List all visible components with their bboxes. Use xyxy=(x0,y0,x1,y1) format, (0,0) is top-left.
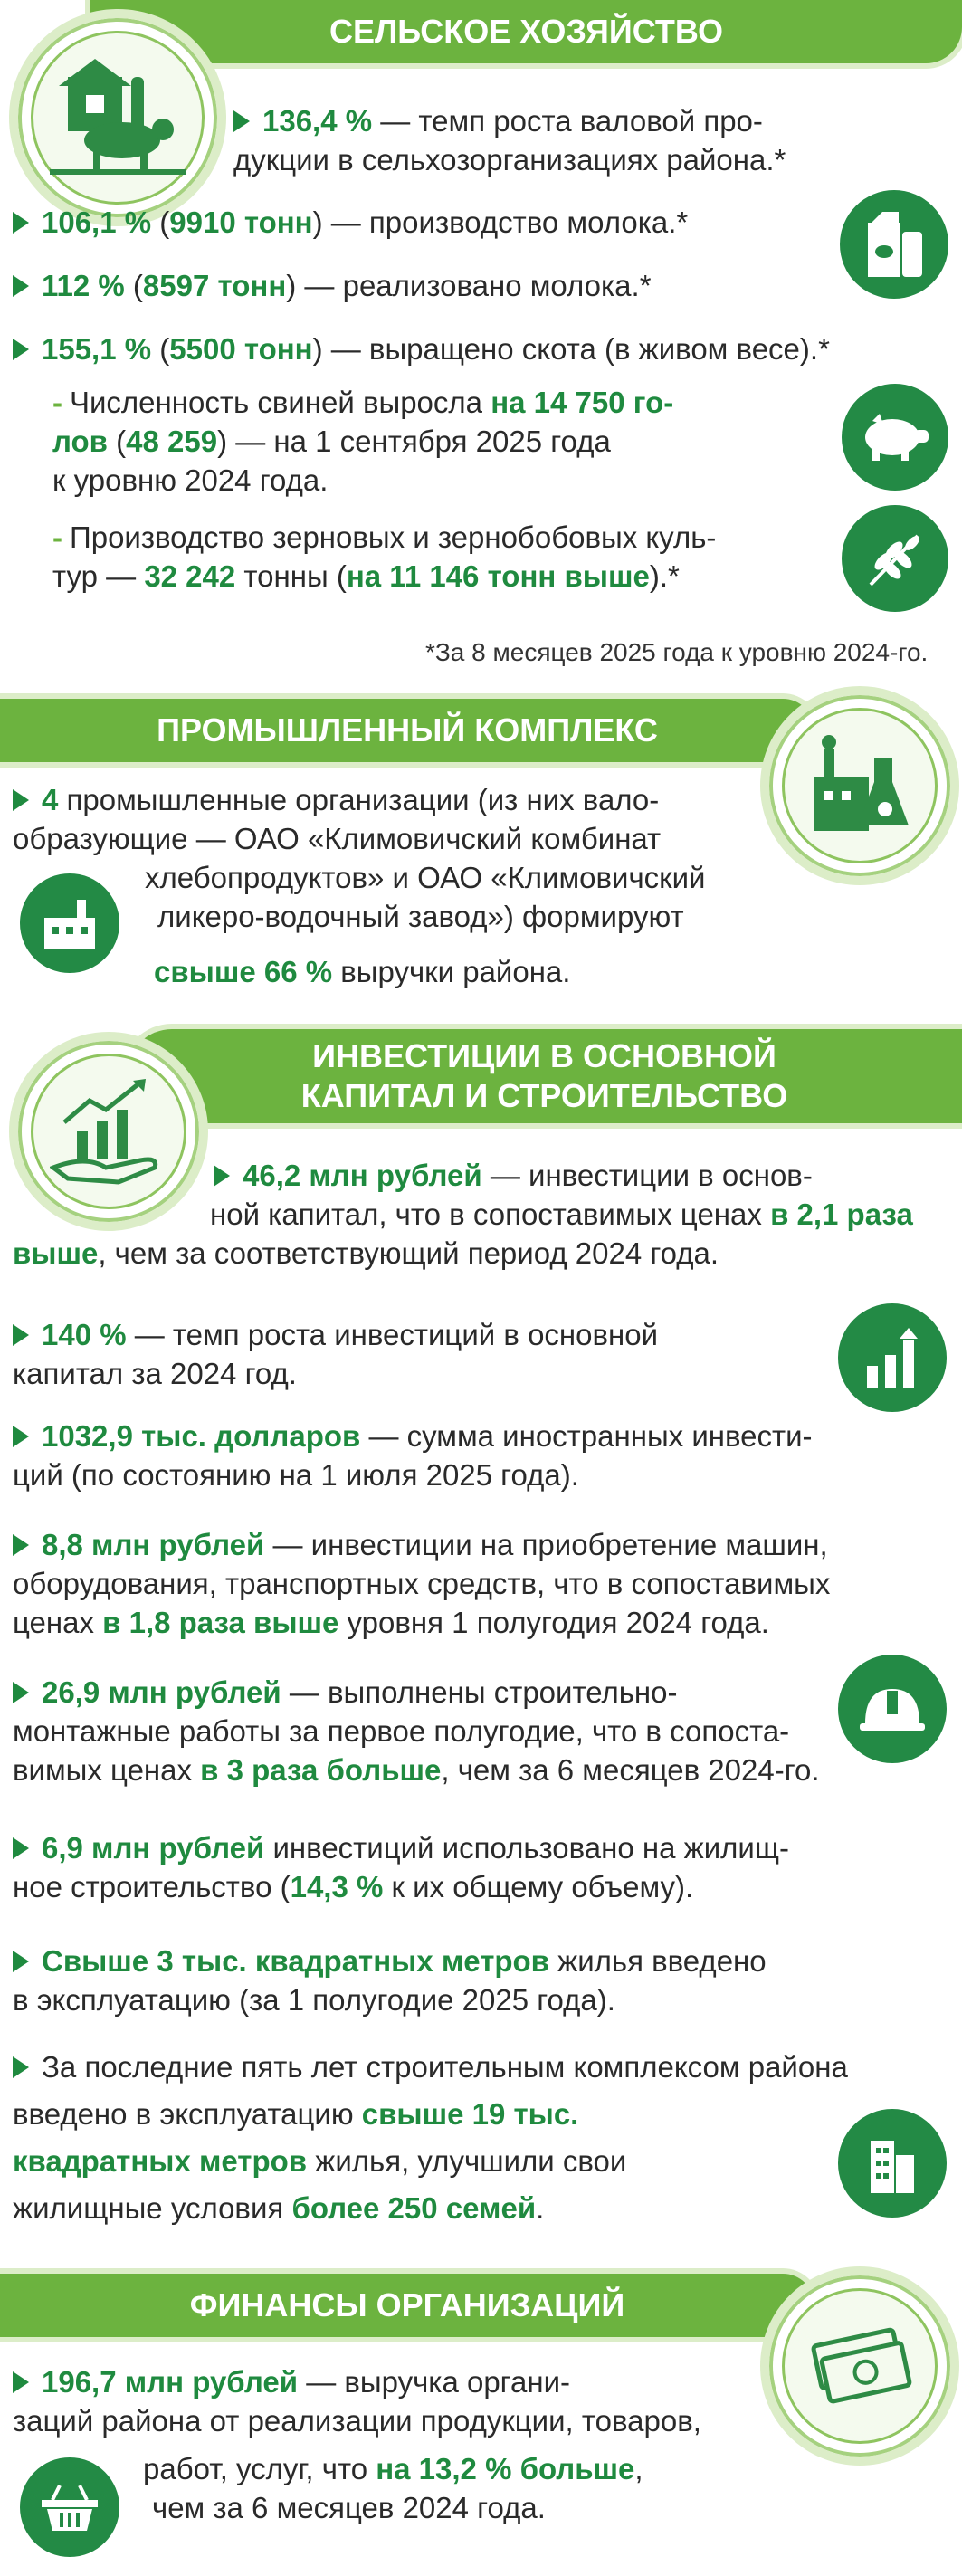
invest-item-machinery xyxy=(13,1525,954,1642)
agri-footnote: *За 8 месяцев 2025 года к уровню 2024-го. xyxy=(425,638,929,666)
industry-emblem xyxy=(760,686,959,885)
bullet-arrow-icon xyxy=(13,1951,29,1972)
bullet-arrow-icon xyxy=(13,1682,29,1703)
factory-flask-icon xyxy=(805,731,914,840)
bullet-arrow-icon xyxy=(13,1534,29,1556)
text: ( xyxy=(151,205,170,239)
section-title-finance: ФИНАНСЫ ОРГАНИЗАЦИЙ xyxy=(0,2274,814,2337)
milk-carton-icon xyxy=(840,190,948,299)
text: — выручка органи- xyxy=(298,2365,570,2399)
text: вимых ценах xyxy=(13,1753,201,1787)
value: на 14 750 го- xyxy=(491,386,674,419)
text: промышленные организации (из них вало- xyxy=(58,783,660,816)
bullet-arrow-icon xyxy=(13,212,29,234)
pig-icon xyxy=(842,384,948,491)
value: в 2,1 раза xyxy=(770,1197,913,1231)
value: 136,4 % xyxy=(262,104,373,138)
text: ное строительство ( xyxy=(13,1870,291,1903)
text: монтажные работы за первое полугодие, что в сопоста- xyxy=(13,1714,790,1748)
text: — выполнены строительно- xyxy=(281,1675,678,1709)
section-title-investment xyxy=(127,1029,962,1123)
text: введено в эксплуатацию xyxy=(13,2097,362,2131)
bar-growth-icon xyxy=(838,1303,947,1412)
farm-cow-icon xyxy=(50,59,186,177)
value: 32 242 xyxy=(144,559,236,593)
value: выше xyxy=(13,1236,99,1270)
text: , чем за соответствующий период 2024 года. xyxy=(98,1236,719,1270)
text: жилья введено xyxy=(548,1944,767,1978)
text: заций района от реализации продукции, товаров, xyxy=(13,2404,701,2438)
bullet-arrow-icon xyxy=(13,2056,29,2078)
text: капитал за 2024 год. xyxy=(13,1357,297,1390)
text: — инвестиции в основ- xyxy=(481,1159,813,1192)
value: свыше 19 тыс. xyxy=(361,2097,579,2131)
value: 8597 тонн xyxy=(142,269,287,302)
text: оборудования, транспортных средств, что в сопоставимых xyxy=(13,1567,831,1600)
text: ( xyxy=(107,425,127,458)
text: к их общему объему). xyxy=(383,1870,694,1903)
industry-text xyxy=(13,780,755,858)
text: жилищные условия xyxy=(13,2191,292,2225)
text: ( xyxy=(151,332,170,366)
finance-text xyxy=(13,2362,791,2440)
industry-text-end xyxy=(154,952,787,991)
text: уровня 1 полугодия 2024 года. xyxy=(338,1606,769,1639)
text: Производство зерновых и зернобобовых куль- xyxy=(70,520,717,554)
text: — темп роста валовой про- xyxy=(372,104,763,138)
dash: - xyxy=(52,520,62,554)
text: ).* xyxy=(649,559,680,593)
text: За последние пять лет строительным комплексом района xyxy=(42,2050,848,2084)
value: 26,9 млн рублей xyxy=(42,1675,281,1709)
value: 106,1 % xyxy=(42,205,152,239)
value: на 13,2 % больше xyxy=(376,2452,635,2485)
agri-sub-grain xyxy=(52,518,849,596)
bullet-arrow-icon xyxy=(13,1426,29,1447)
value: 48 259 xyxy=(126,425,218,458)
bullet-arrow-icon xyxy=(13,275,29,297)
value: Свыше 3 тыс. квадратных метров xyxy=(42,1944,549,1978)
value: в 1,8 раза выше xyxy=(102,1606,339,1639)
invest-item-fixed-capital xyxy=(13,1156,954,1273)
text: ценах xyxy=(13,1606,103,1639)
title-line: ИНВЕСТИЦИИ В ОСНОВНОЙ xyxy=(312,1037,776,1074)
text: к уровню 2024 года. xyxy=(52,463,329,497)
building-icon xyxy=(838,2109,947,2218)
value: 112 % xyxy=(42,269,125,302)
agri-item-milk-sold xyxy=(13,266,827,305)
banknotes-icon xyxy=(805,2321,914,2411)
agri-item-milk-production xyxy=(13,203,827,242)
value: на 11 146 тонн выше xyxy=(346,559,650,593)
value: 8,8 млн рублей xyxy=(42,1528,265,1561)
text: выручки района. xyxy=(332,955,571,988)
bullet-arrow-icon xyxy=(13,789,29,811)
invest-item-foreign xyxy=(13,1417,954,1494)
value: лов xyxy=(52,425,108,458)
text: , чем за 6 месяцев 2024-го. xyxy=(441,1753,820,1787)
value: 5500 тонн xyxy=(169,332,313,366)
bullet-arrow-icon xyxy=(13,2371,29,2393)
value: 140 % xyxy=(42,1318,127,1351)
invest-item-five-years xyxy=(13,2044,954,2232)
text: дукции в сельхозорганизациях района.* xyxy=(233,143,786,177)
factory-icon xyxy=(20,873,119,973)
bullet-arrow-icon xyxy=(13,1324,29,1346)
agri-sub-pigs xyxy=(52,383,831,500)
text: — темп роста инвестиций в основной xyxy=(126,1318,659,1351)
bullet-arrow-icon xyxy=(13,1837,29,1859)
invest-item-square-meters xyxy=(13,1942,954,2019)
value: в 3 раза больше xyxy=(200,1753,442,1787)
value: 14,3 % xyxy=(290,1870,384,1903)
title-line: КАПИТАЛ И СТРОИТЕЛЬСТВО xyxy=(300,1077,788,1114)
value: 9910 тонн xyxy=(169,205,313,239)
text: тонны ( xyxy=(235,559,347,593)
value: свыше 66 % xyxy=(154,955,333,988)
text: работ, услуг, что xyxy=(143,2452,376,2485)
bullet-arrow-icon xyxy=(233,110,250,132)
value: квадратных метров xyxy=(13,2144,308,2178)
invest-item-housing xyxy=(13,1828,954,1906)
value: 4 xyxy=(42,783,59,816)
text: ций (по состоянию на 1 июля 2025 года). xyxy=(13,1458,579,1492)
text: инвестиций использовано на жилищ- xyxy=(264,1831,789,1865)
text: ной капитал, что в сопоставимых ценах xyxy=(210,1197,771,1231)
text: — сумма иностранных инвести- xyxy=(360,1419,813,1453)
text: ) — выращено скота (в живом весе).* xyxy=(312,332,830,366)
agri-item-livestock xyxy=(13,329,954,368)
agri-item-gross-output xyxy=(233,101,921,179)
text: , xyxy=(634,2452,643,2485)
text: . xyxy=(536,2191,545,2225)
section-title-agriculture: СЕЛЬСКОЕ ХОЗЯЙСТВО xyxy=(90,0,962,63)
invest-item-construction xyxy=(13,1673,863,1789)
value: 46,2 млн рублей xyxy=(243,1159,482,1192)
text: ) — производство молока.* xyxy=(312,205,689,239)
text: Численность свиней выросла xyxy=(70,386,491,419)
text: ) — на 1 сентября 2025 года xyxy=(217,425,611,458)
bullet-arrow-icon xyxy=(13,339,29,360)
industry-text-cont xyxy=(145,858,778,936)
value: более 250 семей xyxy=(291,2191,537,2225)
text: жилья, улучшили свои xyxy=(307,2144,627,2178)
invest-item-growth-rate xyxy=(13,1315,809,1393)
text: ликеро-водочный завод») формируют xyxy=(157,900,684,933)
text: образующие — ОАО «Климовичский комбинат xyxy=(13,822,662,855)
value: 196,7 млн рублей xyxy=(42,2365,299,2399)
section-title-industry: ПРОМЫШЛЕННЫЙ КОМПЛЕКС xyxy=(0,699,814,762)
text: тур — xyxy=(52,559,145,593)
finance-text-cont xyxy=(143,2449,795,2527)
agriculture-emblem xyxy=(9,9,226,226)
value: 6,9 млн рублей xyxy=(42,1831,265,1865)
value: 1032,9 тыс. долларов xyxy=(42,1419,361,1453)
text: чем за 6 месяцев 2024 года. xyxy=(152,2491,546,2524)
text: ( xyxy=(124,269,143,302)
text: хлебопродуктов» и ОАО «Климовичский xyxy=(145,861,706,894)
shopping-basket-icon xyxy=(20,2457,119,2557)
text: — инвестиции на приобретение машин, xyxy=(264,1528,828,1561)
bullet-arrow-icon xyxy=(214,1165,230,1187)
dash: - xyxy=(52,386,62,419)
hard-hat-icon xyxy=(838,1655,947,1763)
text: ) — реализовано молока.* xyxy=(286,269,652,302)
text: в эксплуатацию (за 1 полугодие 2025 года). xyxy=(13,1983,615,2017)
value: 155,1 % xyxy=(42,332,152,366)
wheat-icon xyxy=(842,505,948,612)
